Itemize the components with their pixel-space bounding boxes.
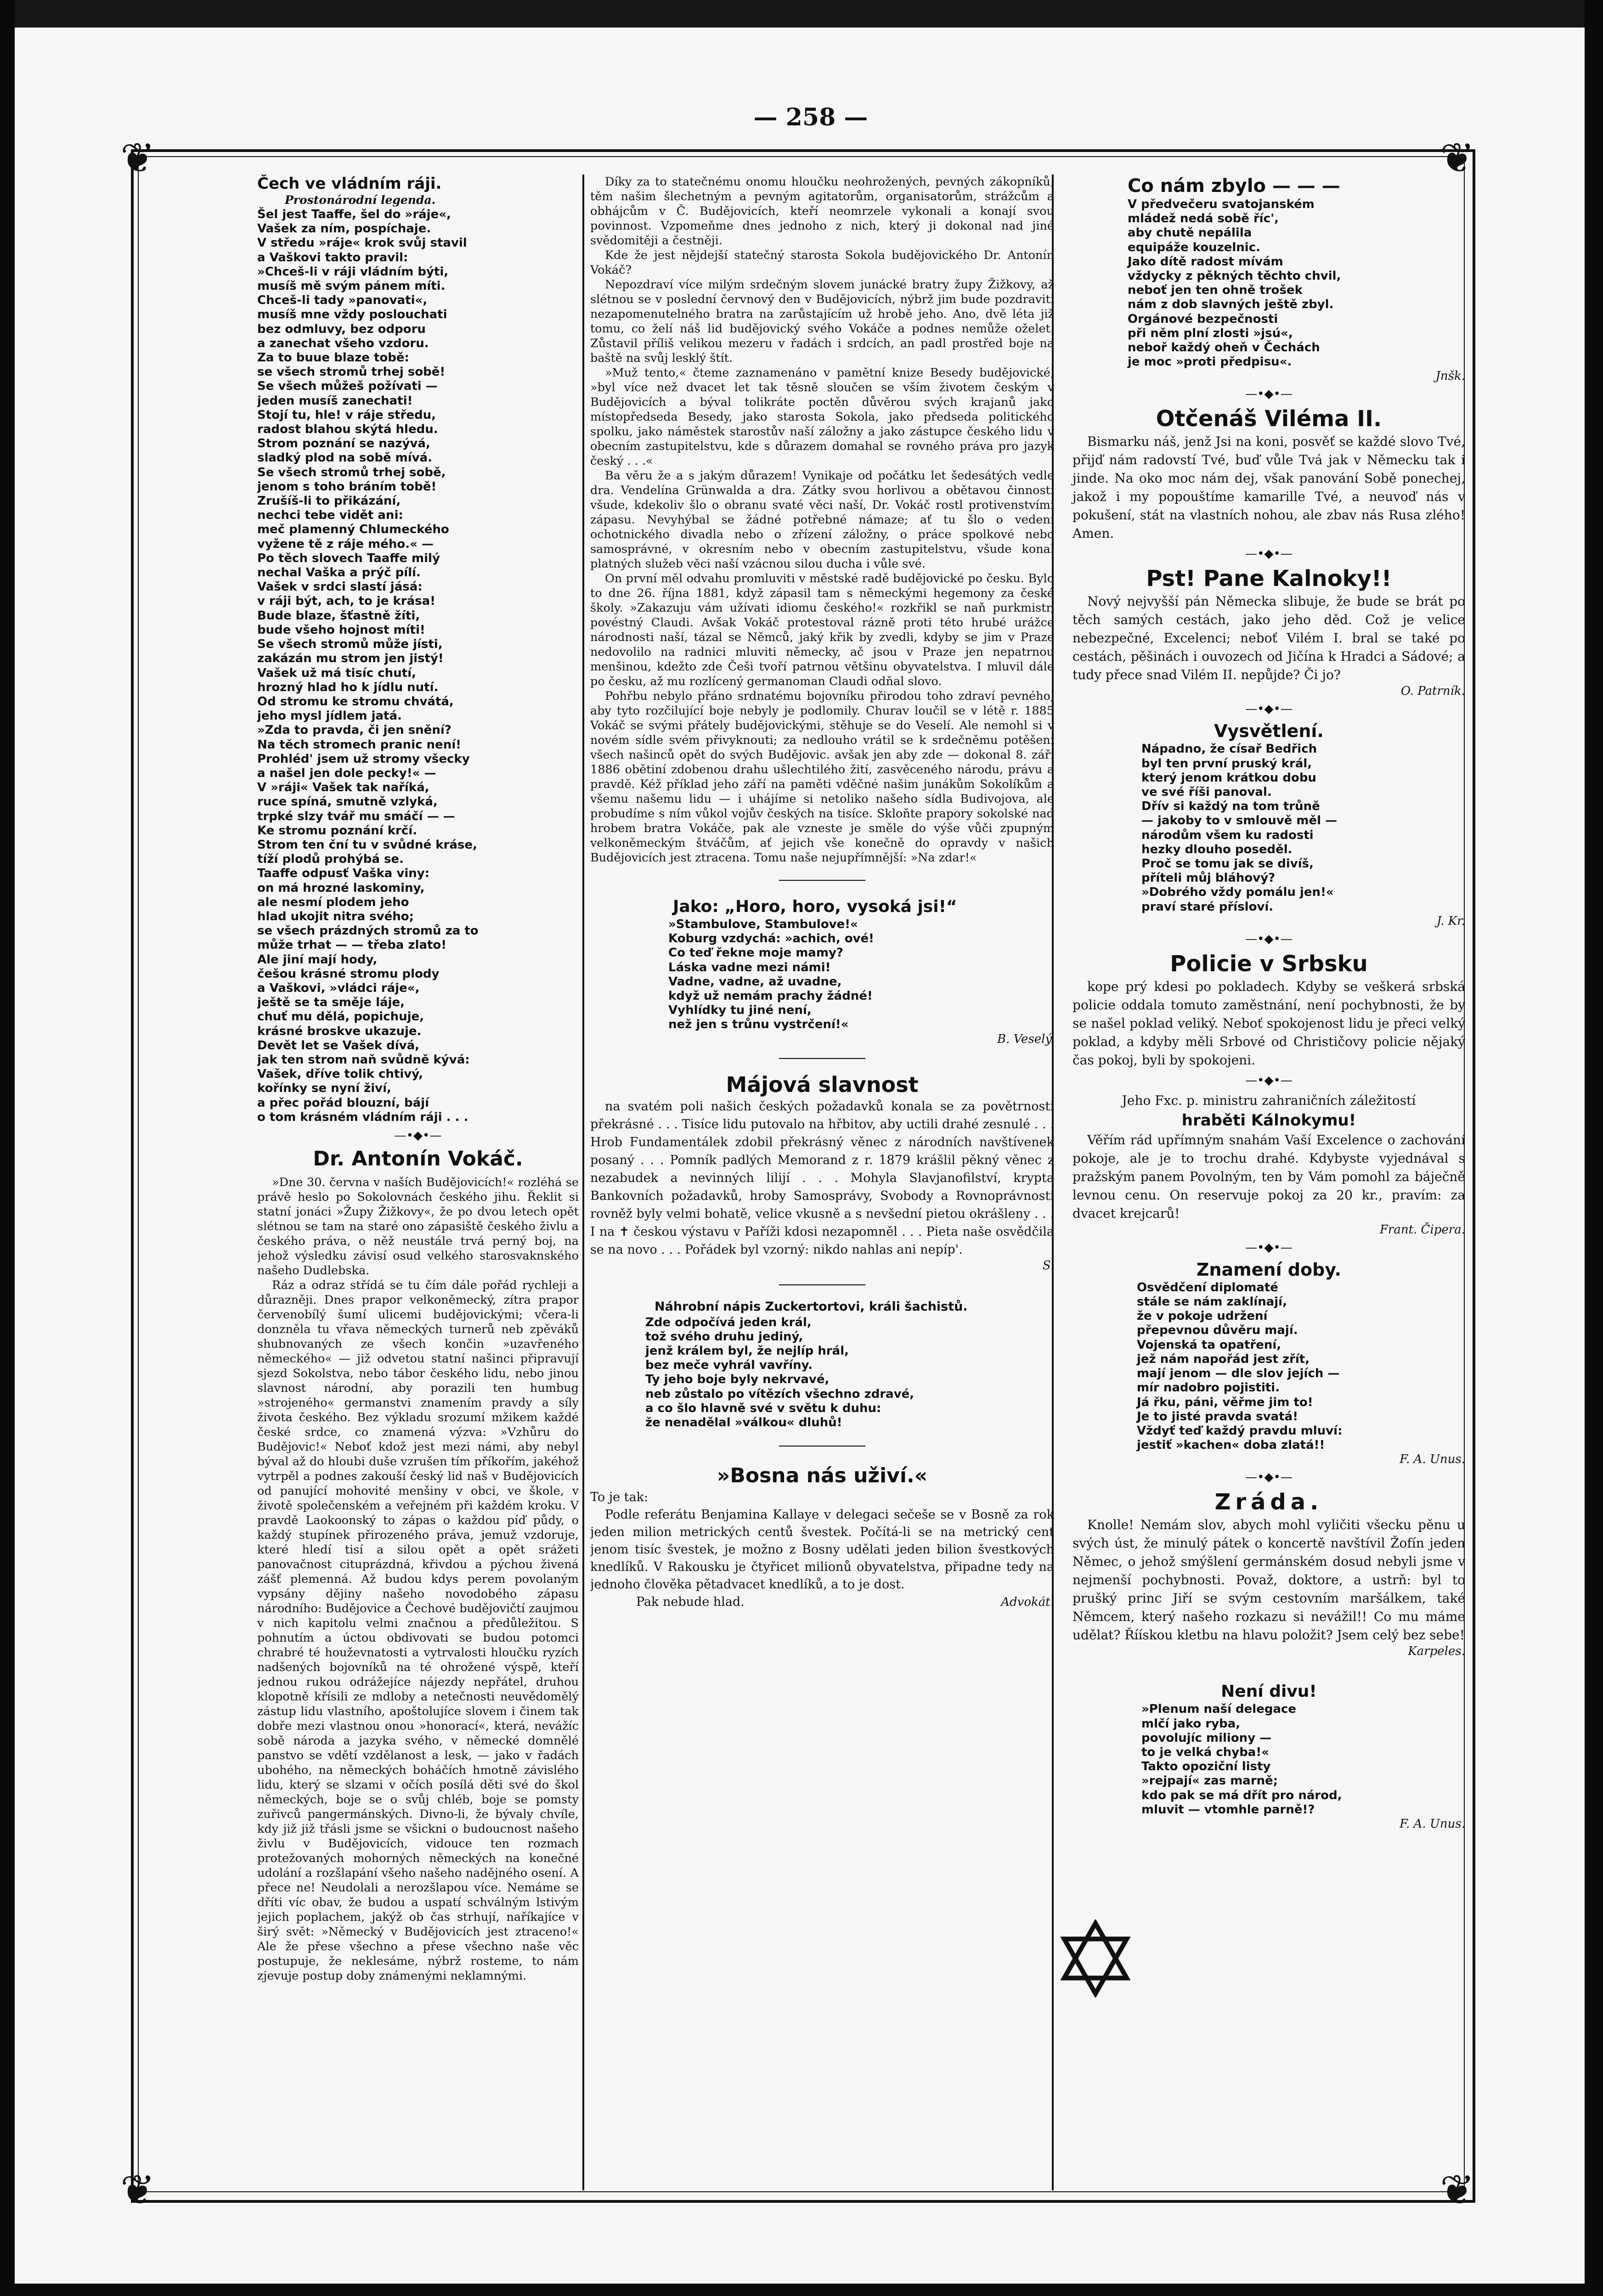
column-3: [1054, 174, 1465, 2186]
poem-line: Strom poznání se nazývá,: [257, 437, 430, 451]
poem-line: trpké slzy tvář mu smáčí — —: [257, 809, 455, 823]
poem-line: Láska vadne mezi námi!: [668, 960, 831, 974]
article-paragraph: Pohřbu nebylo přáno srdnatému bojovníku přirodou toho zdraví pevného, aby tyto rozčilující boje nebyly je podlomily. Churav loučil se v létě r. 1885 Vokáč se svými přátely budějovickými, stěhuje se do Veselí. Ale nemohl si v novém sídle svém přivyknouti; za nedlouho vrátil se k srdečněmu potěšení všech našinců opět do svých Budějovic. avšak jen aby zde — dokonal 8. září 1886 obětiní zdobenou drahu ušlechtilého žití, zasvěceného národu, právu a pravdě. Kéž příklad jeho září na paměti vděčné našim junákům Sokolíkům a všemu našemu lidu — i uhájíme si netolikо našeho sídla Budivojova, ale probudíme s ním vůkol vojův českých na tisíce. Skloňte prapory sokolské nad hrobem bratra Vokáče, pak ale vzneste je směle do výše vůči zpupným velkoněmeckým štváčům, ať jejich vše konečně do opravdy v našich Budějovicích jest ztracena. Tomu naše nejupřímnější: »Na zdar!«: [590, 689, 1054, 865]
epitaph: [590, 1316, 1054, 1430]
poem-line: přepevnou důvěru mají.: [1137, 1323, 1298, 1338]
column-rule: [582, 174, 584, 2190]
poem-line: Dřív si každý na tom trůně: [1141, 799, 1320, 814]
poem-line: nám z dob slavných ještě zbyl.: [1128, 298, 1334, 312]
poem-line: Strom ten ční tu v svůdné kráse,: [257, 838, 477, 852]
article-paragraph: On první měl odvahu promluviti v městské radě budějovické po česku. Bylo to dne 26. října 1881, když zápasil tam s německými hegemony za české školy. »Zakazuju vám užívati idiomu českého!« rozkřikl se naň purkmistr, povéstný Claudi. Avšak Vokáč protestoval rázně proti této hrubé urážce národnosti naší, tázal se Němců, jaký křik by zvedli, kdyby se jim v Praze nedovolilo na radnici mluviti německy, ač jsou v Praze jen nepatrnou menšinou, kdežto zde Češi tvoří patrnou většinu obyvatelstva. I mluvil dále po česku, až mu rozlícený germanoman Claudi odňal slovo.: [590, 572, 1054, 688]
poem: [1072, 1281, 1465, 1452]
poem-line: Jako dítě radost mívám: [1128, 254, 1283, 269]
poem-line: Se všech stromů trhej sobě,: [257, 465, 446, 479]
page-number: — 258 —: [753, 103, 868, 131]
signature: Karpeles.: [1408, 1644, 1465, 1659]
article-paragraph: na svatém poli našich českých požadavků konala se za povětrnosti překrásné . . . Tisíce lidu putovalo na hřbitov, aby uctili drahé zesnulé . . . Hrob Fundamentálek zdobil překrásný věnec z národních navštívenek posaný . . . Pomník padlých Memorand z r. 1879 krášlil pěkný věnec z nezabudek a nevinných lilijí . . . Mohyla Slavjanofilství, krypta Bankovních požadavků, hroby Samosprávy, Svobody a Rovnoprávnosti rovněž byly velmi bohatě, velice vkusně a s nevšední pietou okrášleny . . . I na ✝ českou výstavu v Paříži kdosi nezapomněl . . . Pieta naše osvědčila se na novo . . . Pořádek byl vzorný: nikdo nahlas ani nepíp'.: [590, 1099, 1054, 1257]
poem-line: Taaffe odpusť Vaška viny:: [257, 867, 430, 881]
poem: [590, 917, 1054, 1032]
poem-title: Není divu!: [1221, 1682, 1317, 1701]
epitaph-line: a co šlo hlavně své v světu k duhu:: [645, 1401, 881, 1415]
article-addressee: hraběti Kálnokymu!: [1181, 1111, 1356, 1130]
poem-line: praví staré přísloví.: [1141, 900, 1274, 914]
poem-line: Šel jest Taaffe, šel do »ráje«,: [257, 208, 451, 221]
poem-line: může trhat — — třeba zlato!: [257, 938, 447, 952]
poem-line: se všech prázdných stromů za to: [257, 924, 479, 938]
poem-line: při něm plní zlosti »jsú«,: [1128, 326, 1293, 340]
poem-line: češou krásné stromu plody: [257, 967, 440, 981]
poem-line: jež nám napořád jest zřít,: [1137, 1352, 1310, 1366]
poem-line: jak ten strom naň svůdně kývá:: [257, 1052, 470, 1067]
poem-line: a přec pořád blouzní, bájí: [257, 1096, 429, 1110]
poem-line: jeho mysl jídlem jatá.: [257, 709, 402, 723]
corner-ornament-icon: ❦: [1440, 2166, 1475, 2214]
article-body: [590, 1097, 1054, 1259]
poem-line: kořínky se nyní živí,: [257, 1081, 391, 1096]
poem-line: a zanechat všeho vzdoru.: [257, 336, 429, 350]
signature: S.: [1042, 1258, 1054, 1272]
poem-line: povolujíc miliony —: [1141, 1731, 1272, 1745]
article-lead: Jeho Fxc. p. ministru zahraničních záležitostí: [1122, 1092, 1416, 1108]
article-paragraph: Ba věru že a s jakým důrazem! Vynikaje od počátku let šedesátých vedle dra. Vendelína Grünwalda a dra. Zátky svou horlivou a obětavou činností všude, kdekoliv šlo o obranu svaté věci naší, Dr. Vokáč rostl protivenstvími zápasu. Nevyhýbal se žádné potřebné námaze; ať tu šlo o vedení ochotnického divadla nebo o zřízení záložny, o práce spolkové nebo samosprávné, v okresním nebo v obecním zastupitelstvu, všude konal platných služeb věci naší vzácnou silou ducha i vůle své.: [590, 469, 1054, 571]
poem-line: V předvečeru svatojanském: [1128, 197, 1315, 211]
article-title: Dr. Antonín Vokáč.: [313, 1147, 523, 1171]
separator-rule: ────────────: [779, 874, 865, 888]
poem-line: mají jenom — dle slov jejích —: [1137, 1367, 1340, 1381]
poem-line: Osvědčení diplomaté: [1137, 1280, 1278, 1294]
poem-line: neboť jen ten ohně trošek: [1128, 283, 1303, 298]
poem-line: Od stromu ke stromu chvátá,: [257, 694, 454, 709]
poem-line: equipáže kouzelnic.: [1128, 240, 1260, 254]
poem-line: »rejpají« zas marně;: [1141, 1774, 1278, 1788]
separator-ornament: —•◆•—: [394, 1129, 442, 1142]
poem-line: Na těch stromech pranic není!: [257, 737, 461, 752]
poem-line: meč plamenný Chlumeckého: [257, 523, 449, 537]
poem-line: jestiť »kachen« doba zlatá!!: [1137, 1438, 1325, 1452]
poem-title: Vysvětlení.: [1214, 721, 1324, 742]
poem-line: a našel jen dole pecky!« —: [257, 766, 436, 780]
separator-ornament: —•◆•—: [1245, 702, 1293, 716]
article-paragraph: kope prý kdesi po pokladech. Kdyby se veškerá srbská policie oddala tomuto zaměstnání, není pochybnosti, že by se našel poklad veliký. Neboť spokojenost lidu je přeci velký poklad, a kdyby měli Srbové od Christičovy policie nějaký čas pokoj, byli by spokojeni.: [1072, 979, 1465, 1068]
poem-line: kdo pak se má dřít pro národ,: [1141, 1788, 1342, 1802]
poem-line: o tom krásném vládním ráji . . .: [257, 1110, 468, 1124]
poem-line: V středu »ráje« krok svůj stavil: [257, 236, 467, 250]
corner-ornament-icon: ❦: [120, 2166, 155, 2214]
corner-ornament-icon: ❦: [120, 134, 155, 182]
article-subtitle: Prostonárodní legenda.: [285, 193, 436, 207]
article-paragraph: Podle referátu Benjamina Kallaye v delegaci sečeše se v Bosně za rok jeden milion metrických centů švestek. Počítá-li se na metrický cent jenom tisíc švestek, je možno z Bosny udělati jeden bilion švestkových knedlíků. V Rakousku je čtyřicet milionů obyvatelstva, připadne tedy na jednoho člověka pětadvacet knedlíků, a to je dost.: [590, 1508, 1054, 1592]
poem-title: Znamení doby.: [1196, 1259, 1342, 1280]
article-paragraph: Nepozdraví více milým srdečným slovem junácké bratry župy Žižkovy, až slétnou se v poslední červnový den v Budějovicích, nýbrž jim bude pozdraviti nezapomenutelného bratra na zarůstajícím už hrobě jeho. Ano, dvě léta již tomu, co želí náš lid budějovický svého Vokáče a podnes nemůže oželet. Zůstavil příliš velikou mezeru v řadách i srdcích, an padl prostřed boje na baště na svůj lesklý štít.: [590, 278, 1054, 365]
article-closing: Pak nebude hlad.: [636, 1595, 745, 1609]
poem-line: Bude blaze, šťastně žíti,: [257, 608, 420, 623]
poem-line: Po těch slovech Taaffe milý: [257, 551, 440, 565]
poem-line: a Vaškovi, »vládci ráje«,: [257, 981, 420, 995]
article-body: [590, 174, 1054, 865]
poem-line: Se všech můžeš požívati —: [257, 379, 438, 394]
poem-line: chuť mu dělá, popichuje,: [257, 1010, 424, 1024]
poem-line: než jen s trůnu vystrčení!«: [668, 1018, 849, 1032]
article-paragraph: Věřím rád upřímným snahám Vaší Excelence o zachování pokoje, ale je to trochu drahé. Kdybyste vyjednával s pražským panem Povolným, ten by Vám pomohl za báječně levnou cenu. On reservuje pokoj za 20 kr., pravím: za dvacet krejcarů!: [1072, 1132, 1465, 1221]
poem-title: Co nám zbylo — — —: [1128, 175, 1340, 197]
poem-line: příteli můj bláhový?: [1141, 871, 1276, 885]
scan-edge-left: [0, 0, 15, 2296]
poem-line: tíží plodů prohýbá se.: [257, 852, 404, 867]
article-body: [257, 1175, 579, 1983]
poem-line: národům všem ku radosti: [1141, 828, 1314, 842]
article-paragraph: »Muž tento,« čteme zaznamenáno v pamětní knize Besedy budějovické, »byl více než dvacet let tak těsně sloučen se vším životem českým v Budějovicích a býval tolikráte poctěn důvěrou svých krajanů jako místopředseda Besedy, jako starosta Sokola, jako předseda politického spolku, jako náměstek starostův naší záložny a jako zástupce českého lidu v obecním zastupitelstvu, kde s důrazem domahal se rovného práva pro jazyk český . . .«: [590, 366, 1054, 468]
article-title: Čech ve vládním ráji.: [257, 174, 442, 193]
poem-line: Vašek za ním, pospíchaje.: [257, 222, 431, 236]
article-paragraph: Knolle! Nemám slov, abych mohl vyličiti všecku pěnu u svých úst, že minulý pátek o koncertě navštívil Žofín jeden Němec, o jehož smýšlení germánském dosud nebyli jsme v nejmenší pochybnosti. Považ, doktore, a ustrň: byl to prušký princ Jiří se svým cestovním maršálkem, také Němcem, který našeho rozkazu si nevážil!! Co mu máme udělat? Říískou kletbu na hlavu položit? Jsem celý bez sebe!: [1072, 1517, 1465, 1643]
article-paragraph: »Dne 30. června v naších Budějovicích!« rozléhá se právě heslo po Sokolovnách českého jihu. Řeklit si statní jonáci »Župy Žižkovy«, že po dvou letech opět slétnou se tam na staré ono zápasiště českého živlu a českého práva, o něž neustále trvá perný boj, na jehož výsledku závisí osud velkého starosvaknského našeho Dudlebska.: [257, 1176, 579, 1277]
poem-line: Vadne, vadne, až uvadne,: [668, 974, 842, 989]
poem-line: hlad ukojit nitra svého;: [257, 909, 414, 923]
poem-line: neboř každý oheň v Čechách: [1128, 341, 1320, 355]
column-1: [257, 174, 579, 2186]
poem-line: Ale jiní mají hody,: [257, 952, 378, 967]
poem-title: Jako: „Horo, horo, vysoká jsi!“: [673, 897, 957, 916]
article-title: Májová slavnost: [726, 1072, 919, 1097]
poem-line: mluvit — vtomhle parně!?: [1141, 1802, 1315, 1817]
poem-line: Vždyť teď každý pravdu mluví:: [1137, 1424, 1343, 1438]
poem: [1072, 1702, 1465, 1817]
poem-line: jenom s toho bráním tobě!: [257, 479, 437, 494]
separator-ornament: —•◆•—: [1245, 547, 1293, 561]
poem-line: Vojenská ta opatření,: [1137, 1338, 1281, 1352]
poem-line: Je to jisté pravda svatá!: [1137, 1409, 1298, 1424]
poem-line: zakázán mu strom jen jistý!: [257, 652, 444, 666]
poem-line: Chceš-li tady »panovati«,: [257, 293, 428, 308]
separator-ornament: —•◆•—: [1245, 387, 1293, 401]
poem-line: mlčí jako ryba,: [1141, 1716, 1241, 1731]
poem-line: V »ráji« Vašek tak naříká,: [257, 781, 429, 795]
signature: F. A. Unus.: [1400, 1452, 1465, 1467]
poem-line: radost blahou skýtá hledu.: [257, 422, 438, 437]
epitaph-line: že nenadělal »válkou« dluhů!: [645, 1416, 842, 1430]
poem-line: sladký plod na sobě mívá.: [257, 451, 432, 465]
article-title: »Bosna nás uživí.«: [717, 1464, 928, 1488]
poem-line: aby chutě nepálila: [1128, 226, 1252, 240]
poem-line: Co teď řekne moje mamy?: [668, 946, 843, 960]
poem-line: bez odmluvy, bez odporu: [257, 322, 426, 336]
poem-line: Stojí tu, hle! v ráje středu,: [257, 408, 436, 422]
poem-line: Proč se tomu jak se divíš,: [1141, 857, 1314, 871]
separator-rule: ────────────: [779, 1278, 865, 1292]
poem-line: bude všeho hojnost míti!: [257, 623, 425, 637]
poem: [1072, 197, 1465, 369]
article-paragraph: Bismarku náš, jenž Jsi na koni, posvěť se každé slovo Tvé, přijď nám radovstí Tvé, buď vůle Tvá jak v Německu tak i jinde. Na oko moc nám dej, však panování Sobě ponechej, jakož i my popouštíme kamarille Tvé, a neuvoď nás v pokušení, stát na vlastních nohou, ale zbav nás Rusa zlého! Amen.: [1072, 434, 1465, 541]
poem-line: nechal Vaška a prýč pílí.: [257, 566, 421, 580]
poem-line: ještě se ta směje láje,: [257, 996, 405, 1010]
poem-line: mír nadobro pojistiti.: [1137, 1381, 1280, 1395]
poem: [257, 208, 579, 1125]
poem-line: Devět let se Vašek dívá,: [257, 1038, 420, 1052]
poem-line: Ke stromu poznání krčí.: [257, 823, 418, 838]
signature: B. Veselý.: [997, 1032, 1054, 1046]
poem-line: Takto opoziční listy: [1141, 1760, 1271, 1774]
article-paragraph: Nový nejvyšší pán Německa slibuje, že bude se brát po těch samých cestách, jako jeho děd. Což je velice nebezpečné, Excelenci; neboť Vilém I. bral se také po cestách, pěšinách i ouvozech od Jičína k Hradci a Sádové; a tudy přece snad Vilém II. nepůjde? Či jo?: [1072, 594, 1465, 683]
epitaph-line: bez meče vyhrál vavříny.: [645, 1358, 813, 1373]
separator-rule: ────────────: [779, 1052, 865, 1066]
separator-ornament: —•◆•—: [1245, 932, 1293, 946]
poem: [1072, 742, 1465, 914]
poem-line: a Vaškovi takto pravil:: [257, 250, 408, 264]
poem-line: byl ten první pruský král,: [1141, 756, 1312, 771]
poem-line: »Chceš-li v ráji vládním býti,: [257, 264, 449, 279]
poem-line: »Stambulove, Stambulove!«: [668, 917, 858, 931]
epitaph-line: tož svého druhu jediný,: [645, 1329, 803, 1344]
article-paragraph: Ráz a odraz střídá se tu čím dále pořád rychleji a důrazněji. Dnes prapor velkoněmecký, zítra prapor červenobílý šumí ulicemi budějovickými; včera-li donzněla tu vřava německých turnerů neb zpěváků shubnovaných ze všech končin »uzavřeného německého« — již odvetou statní našinci připravují sjezd Sokolstva, nebo tábor českého lidu, nebo jinou slavnost národní, aby porazili ten humbug »strojeného« germanstvi znamením pravdy a síly života českého. Bez výkladu srozumí mžikem každé české srdce, co znamená výzva: »Vzhůru do Budějovic!« Neboť kdož jest mezi námi, aby nebyl býval až do hloubi duše vzrušen tím příkořím, jakéhož vytrpěl a podnes zakouší český lid naš v Budějovicích od panující mohovité menšiny v obci, ve škole, v životě společenském a veřejném při každém kroku. V pravdě Laokoonský to zápas o každou píď půdy, o každý stupínek přirozeného práva, jemuž vzdoruje, které hledí tisí a silou opět a opět srážeti panovačnost cituprázdná, křivdou a pýchou živená zášť plemenná. Až budou kdys perem povolaným vypsány dějiny našeho novodobého zápasu národního: Budějovice a Čechové budějovičtí zaujmou v nich kapitolu velmi značnou a předůležitou. S pohnutím a úctou obdivovati se budou potomci chrabré té houževnatosti a vytrvalosti hloučku ryzích nadšených bojovníků na té ohrožené výspě, kteří jednou rukou odrážejíce nájezdy nepřátel, druhou klopotně křísili ze mdloby a netečnosti neuvědomělý zástup lidu vlastního, apoštolujíce slovem i činem tak dobře mezi vlastnou onou »honorací«, která, nevážíc sobě národa a jazyka svého, v německé domnělé panstvo se vdětí vzdělanost a lesk, — jako v řadách ubohého, na německých boháčích hmotně závislého lidu, který se slzami v očích posílá děti své do škol německých, boje se o svůj chléb, boje se pomsty zuřivců pangermánských. Divno-li, že bývaly chvíle, kdy již již třásli jsme se všickni o budoucnost našeho živlu v Budějovicích, vidouce ten rozmach protežovaných mohorných německých na konečné udolání a rozšlapání všeho našeho nadějného osení. A přece ne! Neudolali a nerozšlapou více. Nemáme se dříti víc obav, že budou a uspatí schválným lstivým jejich poplachem, jakýž ob čas strhují, naříkajíce v širý svět: »Německý v Budějovicích jest ztraceno!« Ale že přese všechno a přese všechno naše věc postupuje, že neklesáme, nýbrž rosteme, to nám zjevuje postup doby známenými neklamnými.: [257, 1278, 579, 1983]
poem-line: jeden musíš zanechati!: [257, 394, 413, 408]
scan-edge-top: [0, 0, 1603, 28]
scan-edge-bottom: [0, 2284, 1603, 2296]
signature: J. Kr.: [1436, 914, 1465, 928]
poem-line: on má hrozné laskominy,: [257, 881, 425, 895]
epitaph-line: Zde odpočívá jeden král,: [645, 1315, 812, 1329]
signature: Advokát.: [1001, 1595, 1054, 1609]
poem-line: Nápadno, že císař Bedřich: [1141, 742, 1317, 756]
poem-line: v ráji být, ach, to je krása!: [257, 594, 436, 608]
article-paragraph: Díky za to statečnému onomu hloučku neohrožených, pevných zákopníků, těm našim šlechetným a pevným agitatorům, organisatorům, strážcům a obhájcům v Č. Budějovicích, kteří neomrzele vykonali a konají svou povinnost. Vzpomeňme dnes jednoho z nich, který ji dokonal nad jiné svědomitěji a čestněji.: [590, 175, 1054, 248]
poem-line: Orgánové bezpečnosti: [1128, 312, 1278, 326]
poem-line: nechci tebe vidět ani:: [257, 508, 403, 523]
poem-line: »Plenum naší delegace: [1141, 1702, 1297, 1716]
signature: F. A. Unus.: [1400, 1817, 1465, 1831]
article-title: Policie v Srbsku: [1170, 951, 1368, 977]
signature: Jnšk.: [1435, 369, 1465, 383]
separator-ornament: —•◆•—: [1245, 1470, 1293, 1485]
poem-line: ale nesmí plodem jeho: [257, 895, 409, 909]
poem-line: že v pokoje udržení: [1137, 1309, 1268, 1323]
poem-line: vždycky z pěkných těchto chvil,: [1128, 269, 1341, 283]
poem-line: Koburg vzdychá: »achich, ové!: [668, 932, 875, 946]
poem-line: Vašek už má tisíc chutí,: [257, 666, 416, 680]
poem-line: který jenom krátkou dobu: [1141, 771, 1316, 785]
poem-line: musíš mne vždy poslouchati: [257, 308, 447, 322]
poem-line: Vašek v srdci slastí jásá:: [257, 580, 423, 594]
corner-ornament-icon: ❦: [1440, 134, 1475, 182]
star-of-david-icon: [1056, 1919, 1135, 1998]
article-title: Otčenáš Viléma II.: [1156, 406, 1382, 432]
article-lead: To je tak:: [590, 1490, 649, 1505]
poem-line: hrozný hlad ho k jídlu nutí.: [257, 680, 439, 694]
poem-line: vyžene tě z ráje mého.« —: [257, 537, 434, 551]
poem-line: Zrušíš-li to přikázání,: [257, 494, 401, 508]
poem-line: — jakoby to v smlouvě měl —: [1141, 814, 1338, 828]
poem-line: »Zda to pravda, či jen snění?: [257, 723, 452, 737]
poem-line: ruce spíná, smutně vzlyká,: [257, 795, 438, 809]
epitaph-line: neb zůstalo po vítězích všechno zdravé,: [645, 1387, 914, 1401]
poem-line: krásné broskve ukazuje.: [257, 1024, 422, 1038]
poem-line: Vyhlídky tu jiné není,: [668, 1003, 812, 1018]
poem-line: je moc »proti předpisu«.: [1128, 355, 1292, 369]
epitaph-title: Náhrobní nápis Zuckertortovi, králi šachistů.: [655, 1299, 968, 1314]
separator-ornament: —•◆•—: [1245, 1240, 1293, 1255]
poem-line: Prohléd' jsem už stromy všecky: [257, 752, 470, 766]
poem-line: ve své říši panoval.: [1141, 785, 1272, 799]
poem-line: Já řku, páni, věřme jim to!: [1137, 1395, 1313, 1409]
signature: O. Patrník.: [1400, 684, 1465, 698]
article-paragraph: Kde že jest nějdejší statečný starosta Sokola budějovického Dr. Antonín Vokáč?: [590, 248, 1054, 277]
poem-line: mládež nedá sobě říc',: [1128, 212, 1279, 226]
column-2: [590, 174, 1054, 2186]
article-title: Zráda.: [1214, 1489, 1323, 1515]
epitaph-line: Ty jeho boje byly nekrvavé,: [645, 1373, 830, 1387]
poem-line: musíš mě svým pánem míti.: [257, 279, 446, 293]
poem-line: Se všech stromů může jísti,: [257, 637, 443, 652]
poem-line: to je velká chyba!«: [1141, 1745, 1270, 1759]
epitaph-line: jenž králem byl, že nejlíp hrál,: [645, 1344, 849, 1358]
separator-rule: ────────────: [779, 1440, 865, 1454]
scan-edge-right: [1585, 0, 1603, 2296]
signature: Frant. Čipera.: [1379, 1222, 1465, 1237]
poem-line: Vašek, dříve tolik chtivý,: [257, 1067, 423, 1081]
article-title: Pst! Pane Kalnoky!!: [1146, 566, 1392, 592]
poem-line: když už nemám prachy žádné!: [668, 989, 873, 1003]
poem-line: Za to buue blaze tobě:: [257, 351, 409, 365]
poem-line: stále se nám zaklínají,: [1137, 1295, 1287, 1309]
poem-line: se všech stromů trhej sobě!: [257, 365, 446, 379]
separator-ornament: —•◆•—: [1245, 1073, 1293, 1087]
poem-line: »Dobrého vždy pomálu jen!«: [1141, 885, 1334, 900]
poem-line: hezky dlouho poseděl.: [1141, 842, 1293, 856]
